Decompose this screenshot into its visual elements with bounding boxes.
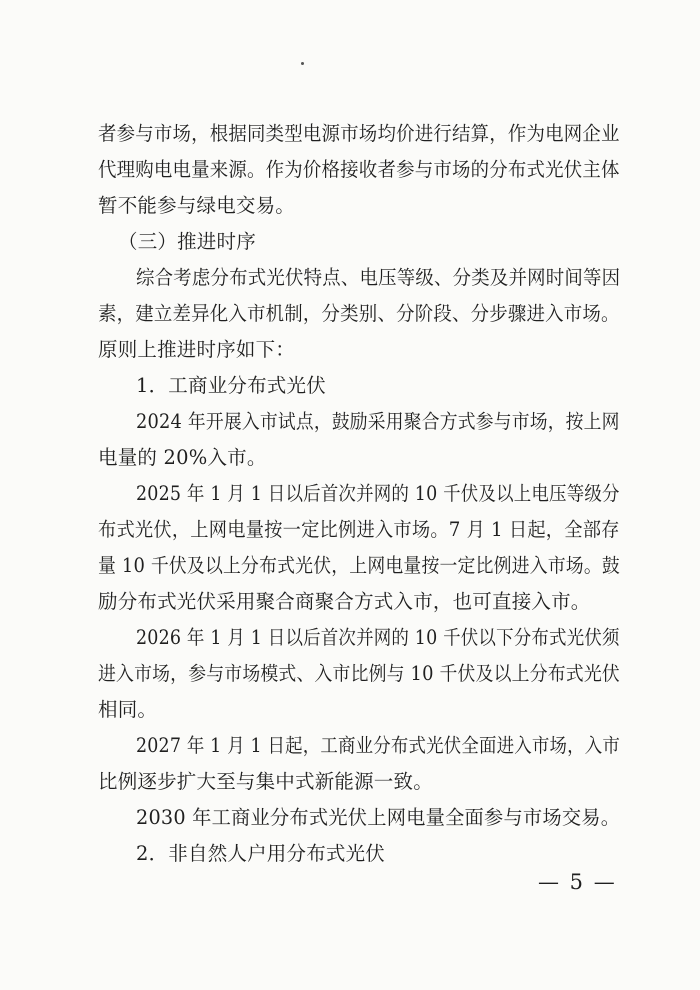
body-line: 代理购电电量来源。作为价格接收者参与市场的分布式光伏主体 xyxy=(98,158,620,181)
subheading: 2．非自然人户用分布式光伏 xyxy=(136,842,386,865)
body-line: 2027 年 1 月 1 日起，工商业分布式光伏全面进入市场，入市 xyxy=(136,734,621,757)
body-line: 综合考虑分布式光伏特点、电压等级、分类及并网时间等因 xyxy=(136,266,621,289)
body-line: 相同。 xyxy=(98,698,158,721)
body-line: 2030 年工商业分布式光伏上网电量全面参与市场交易。 xyxy=(136,806,621,829)
body-line: 原则上推进时序如下： xyxy=(98,338,296,361)
body-line: 电量的 20%入市。 xyxy=(98,446,267,469)
body-line: 励分布式光伏采用聚合商聚合方式入市，也可直接入市。 xyxy=(98,590,591,613)
body-line: 2026 年 1 月 1 日以后首次并网的 10 千伏以下分布式光伏须 xyxy=(136,626,620,649)
scan-dot xyxy=(301,62,304,65)
section-heading: （三）推进时序 xyxy=(118,230,256,253)
subheading: 1．工商业分布式光伏 xyxy=(136,374,326,397)
body-line: 量 10 千伏及以上分布式光伏，上网电量按一定比例进入市场。鼓 xyxy=(98,554,620,577)
page-number: — 5 — xyxy=(538,870,617,894)
body-line: 布式光伏，上网电量按一定比例进入市场。7 月 1 日起，全部存 xyxy=(98,518,620,541)
body-line: 2024 年开展入市试点，鼓励采用聚合方式参与市场，按上网 xyxy=(136,410,620,433)
body-line: 比例逐步扩大至与集中式新能源一致。 xyxy=(98,770,433,793)
body-line: 2025 年 1 月 1 日以后首次并网的 10 千伏及以上电压等级分 xyxy=(136,482,620,505)
body-line: 者参与市场，根据同类型电源市场均价进行结算，作为电网企业 xyxy=(98,122,620,145)
body-line: 进入市场，参与市场模式、入市比例与 10 千伏及以上分布式光伏 xyxy=(98,662,620,685)
body-line: 素，建立差异化入市机制，分类别、分阶段、分步骤进入市场。 xyxy=(98,302,620,325)
body-line: 暂不能参与绿电交易。 xyxy=(98,194,296,217)
